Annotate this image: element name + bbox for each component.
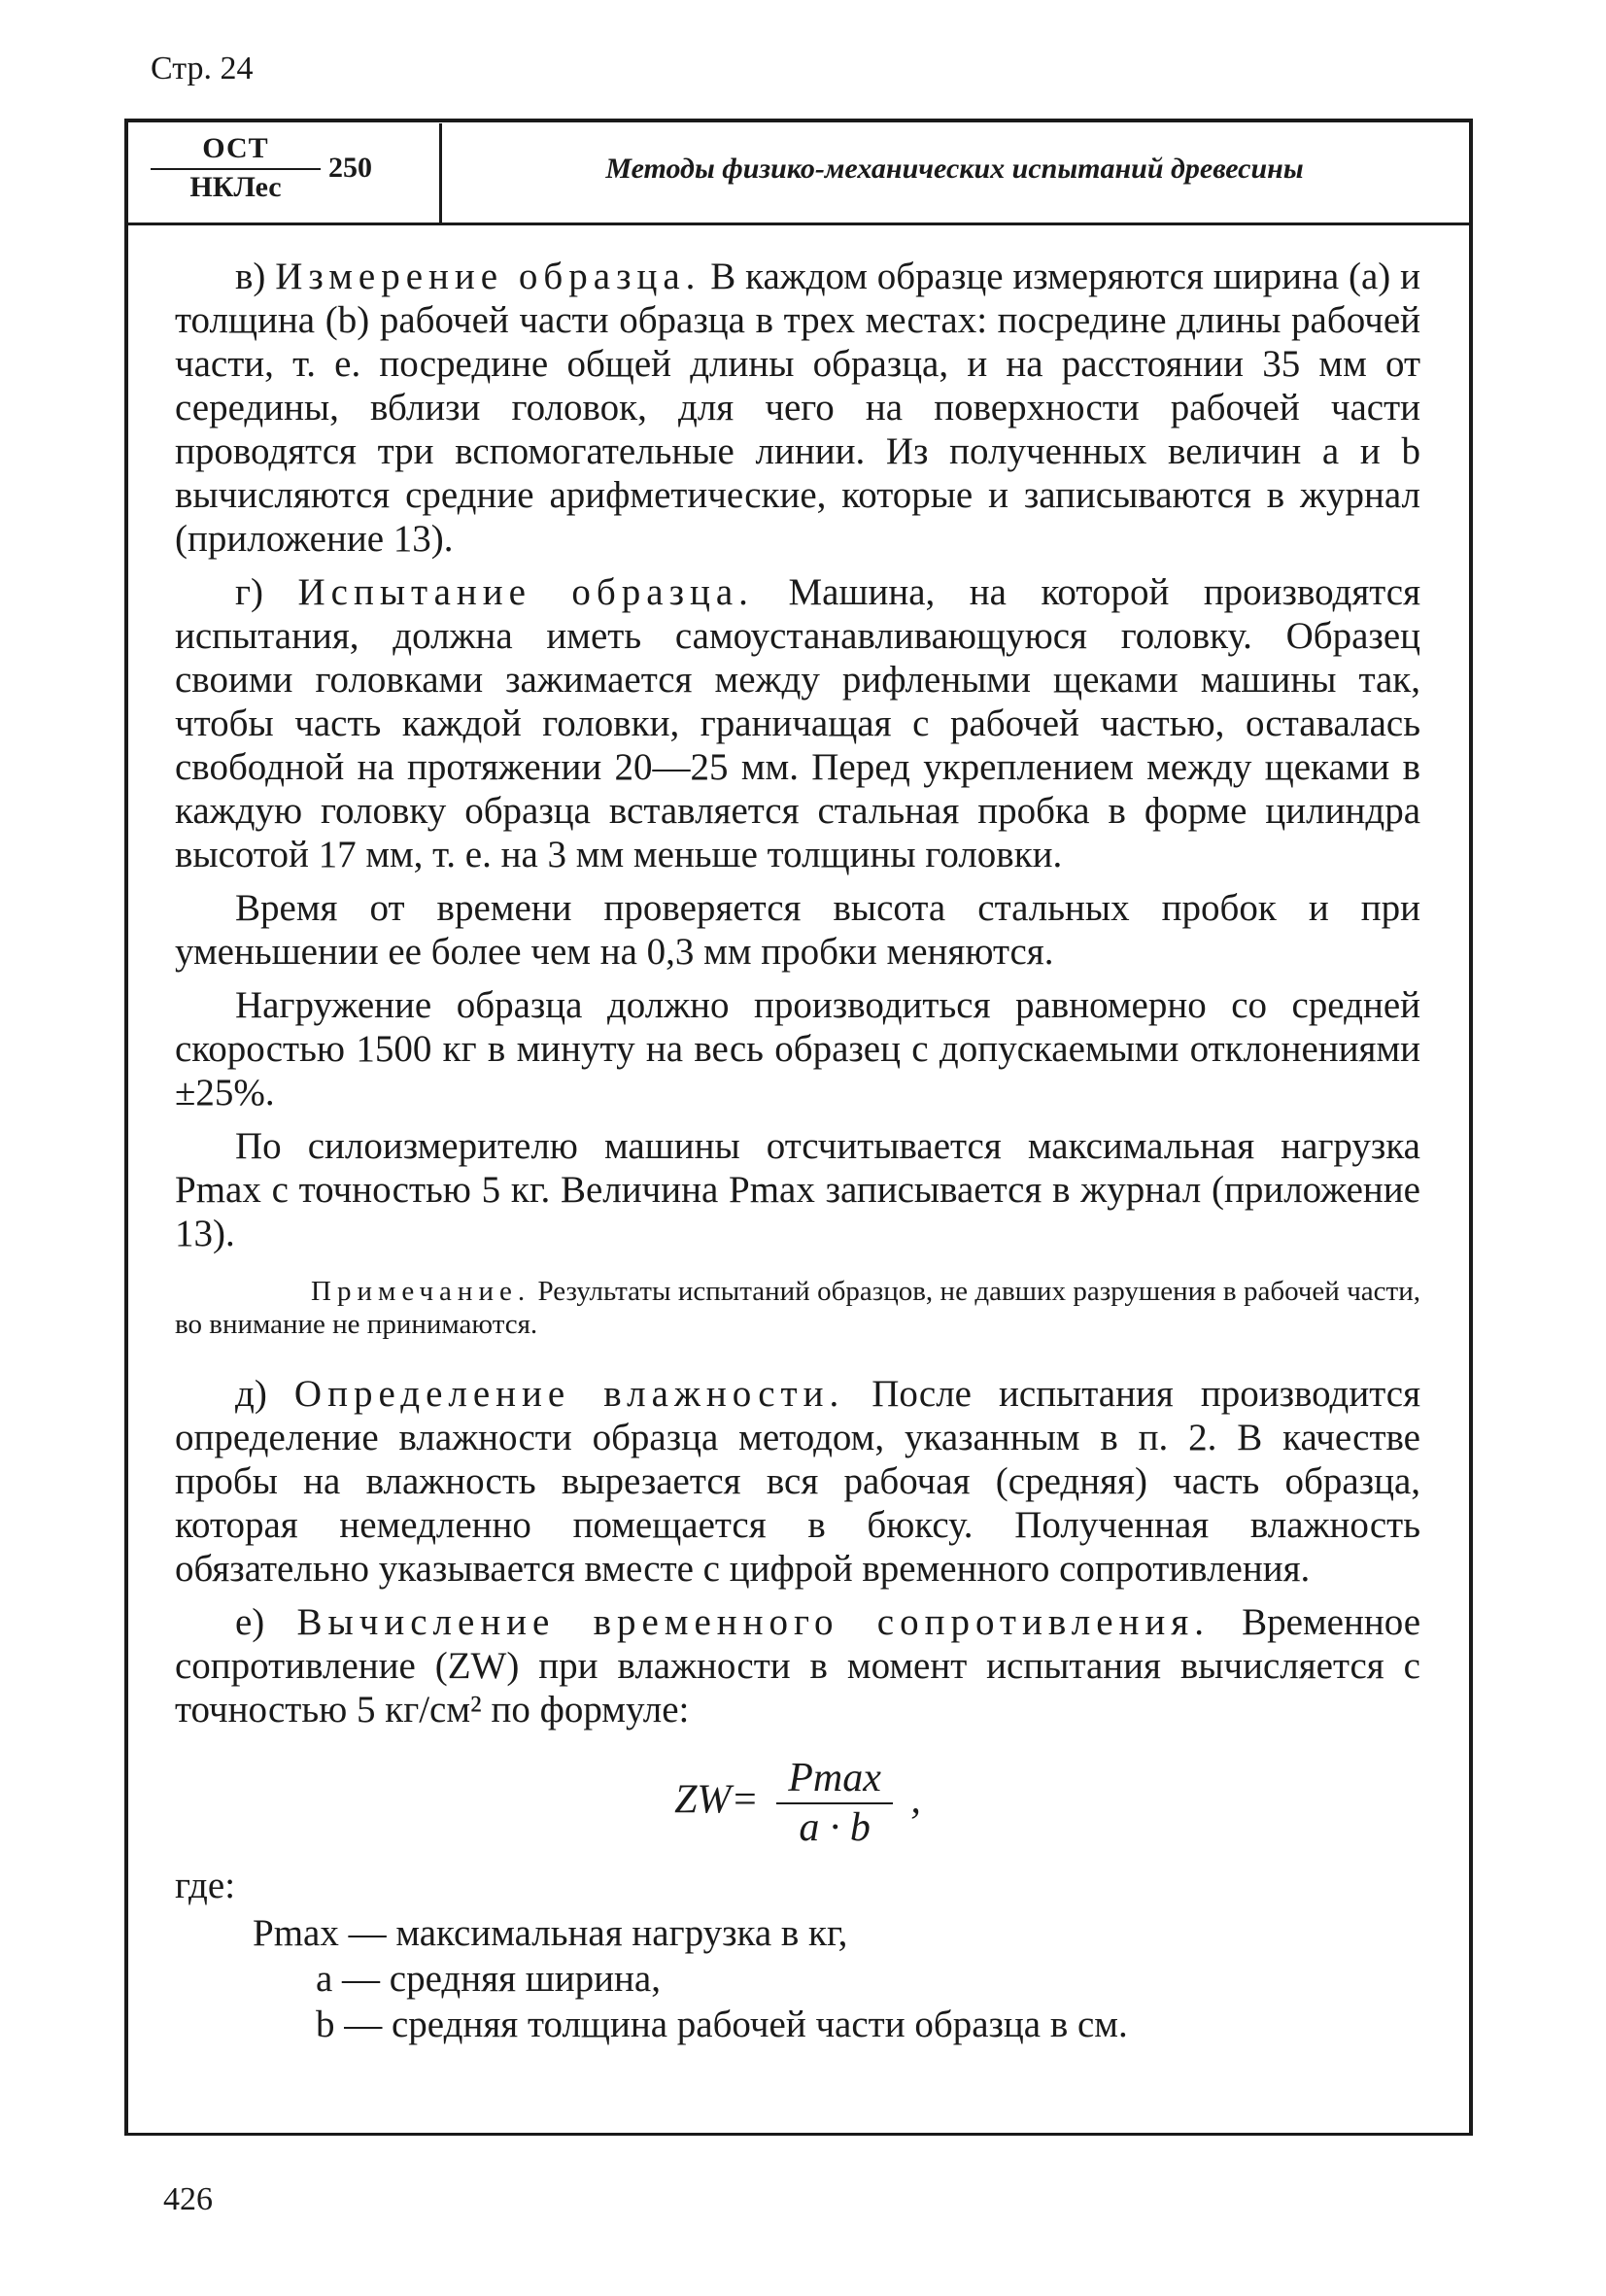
definition-a: a — средняя ширина, — [316, 1958, 661, 2000]
section-e-label: е) — [235, 1601, 265, 1643]
page-number: 426 — [163, 2181, 213, 2217]
standard-number: 250 — [328, 152, 372, 184]
section-v-label: в) — [235, 256, 266, 297]
paragraph-force: По силоизмерителю машины отсчитывается максимальная нагрузка Pmax с точностью 5 кг. Величина Pmax записывается в журнал (приложение 13). — [175, 1125, 1420, 1254]
section-v-text: В каждом образце измеряются ширина (a) и толщина (b) рабочей части образца в трех местах: посредине длины рабочей части, т. е. посредине общей длины образца, и на расстоянии 35 мм от середины, вблизи головок, для чего на поверхности рабочей части проводятся три вспомогательные линии. Из полученных величин a и b вычисляются средние арифметические, которые и записываются в журнал (приложение 13). — [175, 256, 1420, 560]
header-title: Методы физико-механических испытаний древесины — [605, 153, 1304, 185]
page-label: Стр. 24 — [151, 51, 254, 86]
definition-b: b — средняя толщина рабочей части образца в см. — [316, 2004, 1128, 2045]
standard-designation — [151, 131, 321, 204]
paragraph-plugs: Время от времени проверяется высота стальных пробок и при уменьшении ее более чем на 0,3 мм пробки меняются. — [175, 887, 1420, 973]
section-e-text: Временное сопротивление (ZW) при влажности в момент испытания вычисляется с точностью 5 кг/см² по формуле: — [175, 1601, 1421, 1731]
section-g-title: Испытание образца. — [297, 571, 754, 613]
note — [175, 1275, 1420, 1341]
section-g-label: г) — [235, 571, 263, 613]
section-e-title: Вычисление временного сопротивления. — [296, 1601, 1210, 1643]
standard-fraction-line — [151, 168, 321, 170]
note-text: Результаты испытаний образцов, не давших разрушения в рабочей части, во внимание не принимаются. — [175, 1276, 1420, 1340]
section-v — [175, 255, 1420, 561]
formula-denominator: a · b — [799, 1805, 871, 1850]
note-label: Примечание. — [311, 1276, 531, 1307]
definition-pmax: Pmax — максимальная нагрузка в кг, — [253, 1912, 848, 1954]
formula-numerator: Pmax — [776, 1757, 893, 1804]
standard-top: ОСТ — [202, 132, 269, 164]
section-d — [175, 1372, 1420, 1591]
section-g — [175, 570, 1420, 876]
formula — [175, 1757, 1420, 1850]
section-v-title: Измерение образца. — [275, 256, 701, 297]
standard-bottom: НКЛес — [189, 171, 282, 203]
section-g-text: Машина, на которой производятся испытания, должна иметь самоустанавливающуюся головку. Образец своими головками зажимается между рифлеными щеками машины так, чтобы часть каждой головки, граничащая с рабочей частью, оставалась свободной на протяжении 20—25 мм. Перед укреплением между щеками в каждую головку образца вставляется стальная пробка в форме цилиндра высотой 17 мм, т. е. на 3 мм меньше толщины головки. — [175, 571, 1421, 875]
where-label: где: — [175, 1865, 236, 1906]
document-body — [175, 255, 1420, 2048]
formula-fraction — [776, 1757, 893, 1850]
section-e — [175, 1600, 1420, 1731]
section-d-label: д) — [235, 1373, 267, 1415]
section-d-text: После испытания производится определение влажности образца методом, указанным в п. 2. В качестве пробы на влажность вырезается вся рабочая (средняя) часть образца, которая немедленно помещается в бюксу. Полученная влажность обязательно указывается вместе с цифрой временного сопротивления. — [175, 1373, 1421, 1590]
paragraph-loading: Нагружение образца должно производиться равномерно со средней скоростью 1500 кг в минуту на весь образец с допускаемыми отклонениями ±25%. — [175, 984, 1420, 1114]
formula-tail: , — [910, 1777, 921, 1823]
section-d-title: Определение влажности. — [293, 1373, 845, 1415]
formula-lhs: ZW= — [674, 1777, 759, 1823]
